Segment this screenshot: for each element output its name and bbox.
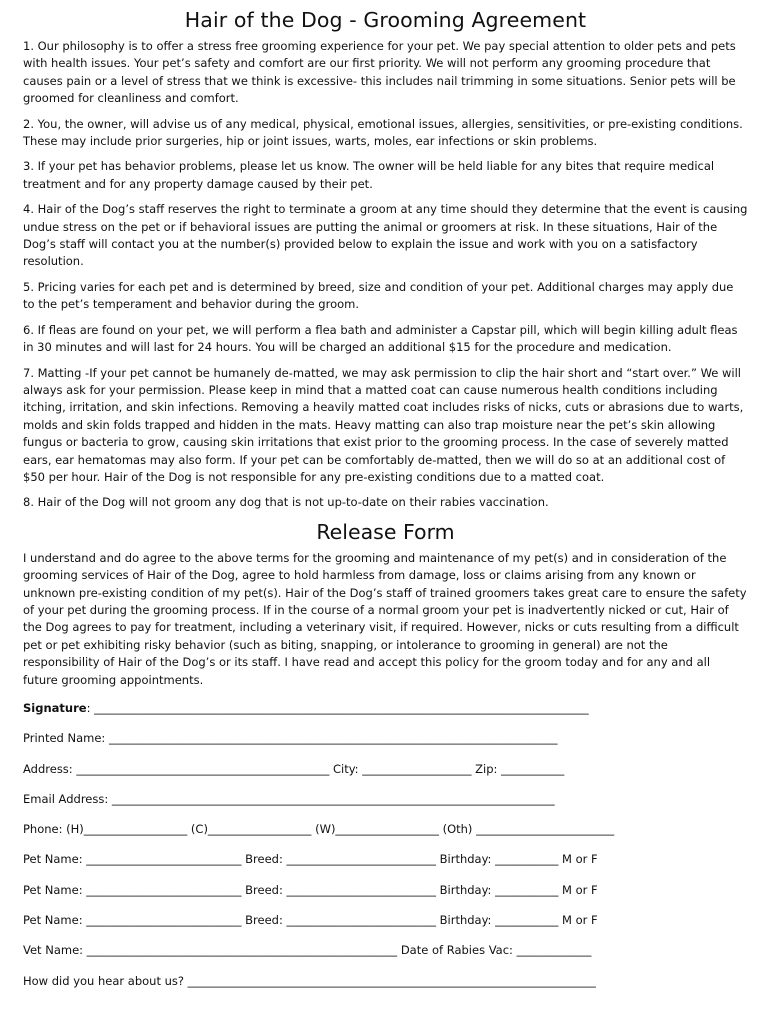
signature-line: : ______________________________________________________________________________________ (86, 701, 589, 715)
signature-field[interactable] (23, 700, 748, 730)
policy-paragraph-2: 2. You, the owner, will advise us of any medical, physical, emotional issues, allergies, sensitivities, or pre-existing conditions. These may include prior surgeries, hip or joint issues, warts, moles, ear infections or skin problems. (23, 116, 743, 149)
phone-field[interactable]: Phone: (H)__________________ (C)__________________ (W)__________________ (Oth) ________________________ (23, 822, 615, 837)
policy-paragraph-8: 8. Hair of the Dog will not groom any dog that is not up-to-date on their rabies vaccination. (23, 495, 549, 510)
policy-paragraph-5: 5. Pricing varies for each pet and is determined by breed, size and condition of your pet. Additional charges may apply due to the pet’s temperament and behavior during the groom. (23, 279, 734, 312)
policy-paragraph-4: 4. Hair of the Dog’s staff reserves the right to terminate a groom at any time should they determine that the event is causing undue stress on the pet or if behavioral issues are putting the animal or groomers at risk. In these situations, Hair of the Dog’s staff will contact you at the number(s) provided below to explain the issue and work with you on a satisfactory resolution. (23, 202, 748, 269)
document-title: Hair of the Dog - Grooming Agreement (184, 8, 587, 32)
policy-paragraph-7: 7. Matting -If your pet cannot be humanely de-matted, we may ask permission to clip the hair short and “start over.” We will always ask for your permission. Please keep in mind that a matted coat can cause numerous health conditions including itching, irritation, and skin infections. Removing a heavily matted coat includes risks of nicks, cuts or abrasions due to warts, molds and skin folds trapped and hidden in the mats. Heavy matting can also trap moisture near the pet’s skin allowing fungus or bacteria to grow, causing skin irritations that exist prior to the grooming process. In the case of severely matted ears, ear hematomas may also form. If your pet can be comfortably de-matted, then we will do so at an additional cost of $50 per hour. Hair of the Dog is not responsible for any pre-existing conditions due to a matted coat. (23, 365, 744, 484)
release-form-heading: Release Form (316, 519, 455, 544)
agreement-document (23, 0, 748, 1003)
pet-row-3[interactable]: Pet Name: ___________________________ Breed: __________________________ Birthday: ___________ M or F (23, 913, 598, 928)
client-info-form (23, 700, 748, 1003)
signature-label: Signature (23, 701, 87, 715)
address-field[interactable]: Address: ____________________________________________ City: ___________________ Zip: ___________ (23, 761, 565, 776)
printed-name-field[interactable]: Printed Name: ______________________________________________________________________________ (23, 731, 558, 746)
email-field[interactable]: Email Address: _____________________________________________________________________________ (23, 791, 555, 806)
pet-row-1[interactable]: Pet Name: ___________________________ Breed: __________________________ Birthday: ___________ M or F (23, 852, 598, 867)
policy-paragraphs (23, 38, 748, 512)
policy-paragraph-1: 1. Our philosophy is to offer a stress free grooming experience for your pet. We pay special attention to older pets and pets with health issues. Your pet’s safety and comfort are our first priority. We will not perform any grooming procedure that causes pain or a level of stress that we think is excessive- this includes nail trimming in some situations. Senior pets will be groomed for cleanliness and comfort. (23, 39, 736, 106)
vet-field[interactable]: Vet Name: ______________________________________________________ Date of Rabies Vac: _____________ (23, 943, 592, 958)
release-text: I understand and do agree to the above terms for the grooming and maintenance of my pet(s) and in consideration of the grooming services of Hair of the Dog, agree to hold harmless from damage, loss or claims arising from any known or unknown pre-existing condition of my pet(s). Hair of the Dog’s staff of trained groomers takes great care to ensure the safety of your pet during the grooming process. If in the course of a normal groom your pet is inadvertently nicked or cut, Hair of the Dog agrees to pay for treatment, including a veterinary visit, if required. However, nicks or cuts resulting from a difficult pet or pet exhibiting risky behavior (such as biting, snapping, or intolerance to grooming in general) are not the responsibility of Hair of the Dog’s or its staff. I have read and accept this policy for the groom today and for any and all future grooming appointments. (23, 550, 747, 687)
policy-paragraph-3: 3. If your pet has behavior problems, please let us know. The owner will be held liable for any bites that require medical treatment and for any property damage caused by their pet. (23, 159, 715, 191)
referral-field[interactable]: How did you hear about us? _______________________________________________________________________ (23, 973, 596, 988)
pet-row-2[interactable]: Pet Name: ___________________________ Breed: __________________________ Birthday: ___________ M or F (23, 882, 598, 897)
policy-paragraph-6: 6. If fleas are found on your pet, we will perform a flea bath and administer a Capstar pill, which will begin killing adult fleas in 30 minutes and will last for 24 hours. You will be charged an additional $15 for the procedure and medication. (23, 322, 738, 355)
